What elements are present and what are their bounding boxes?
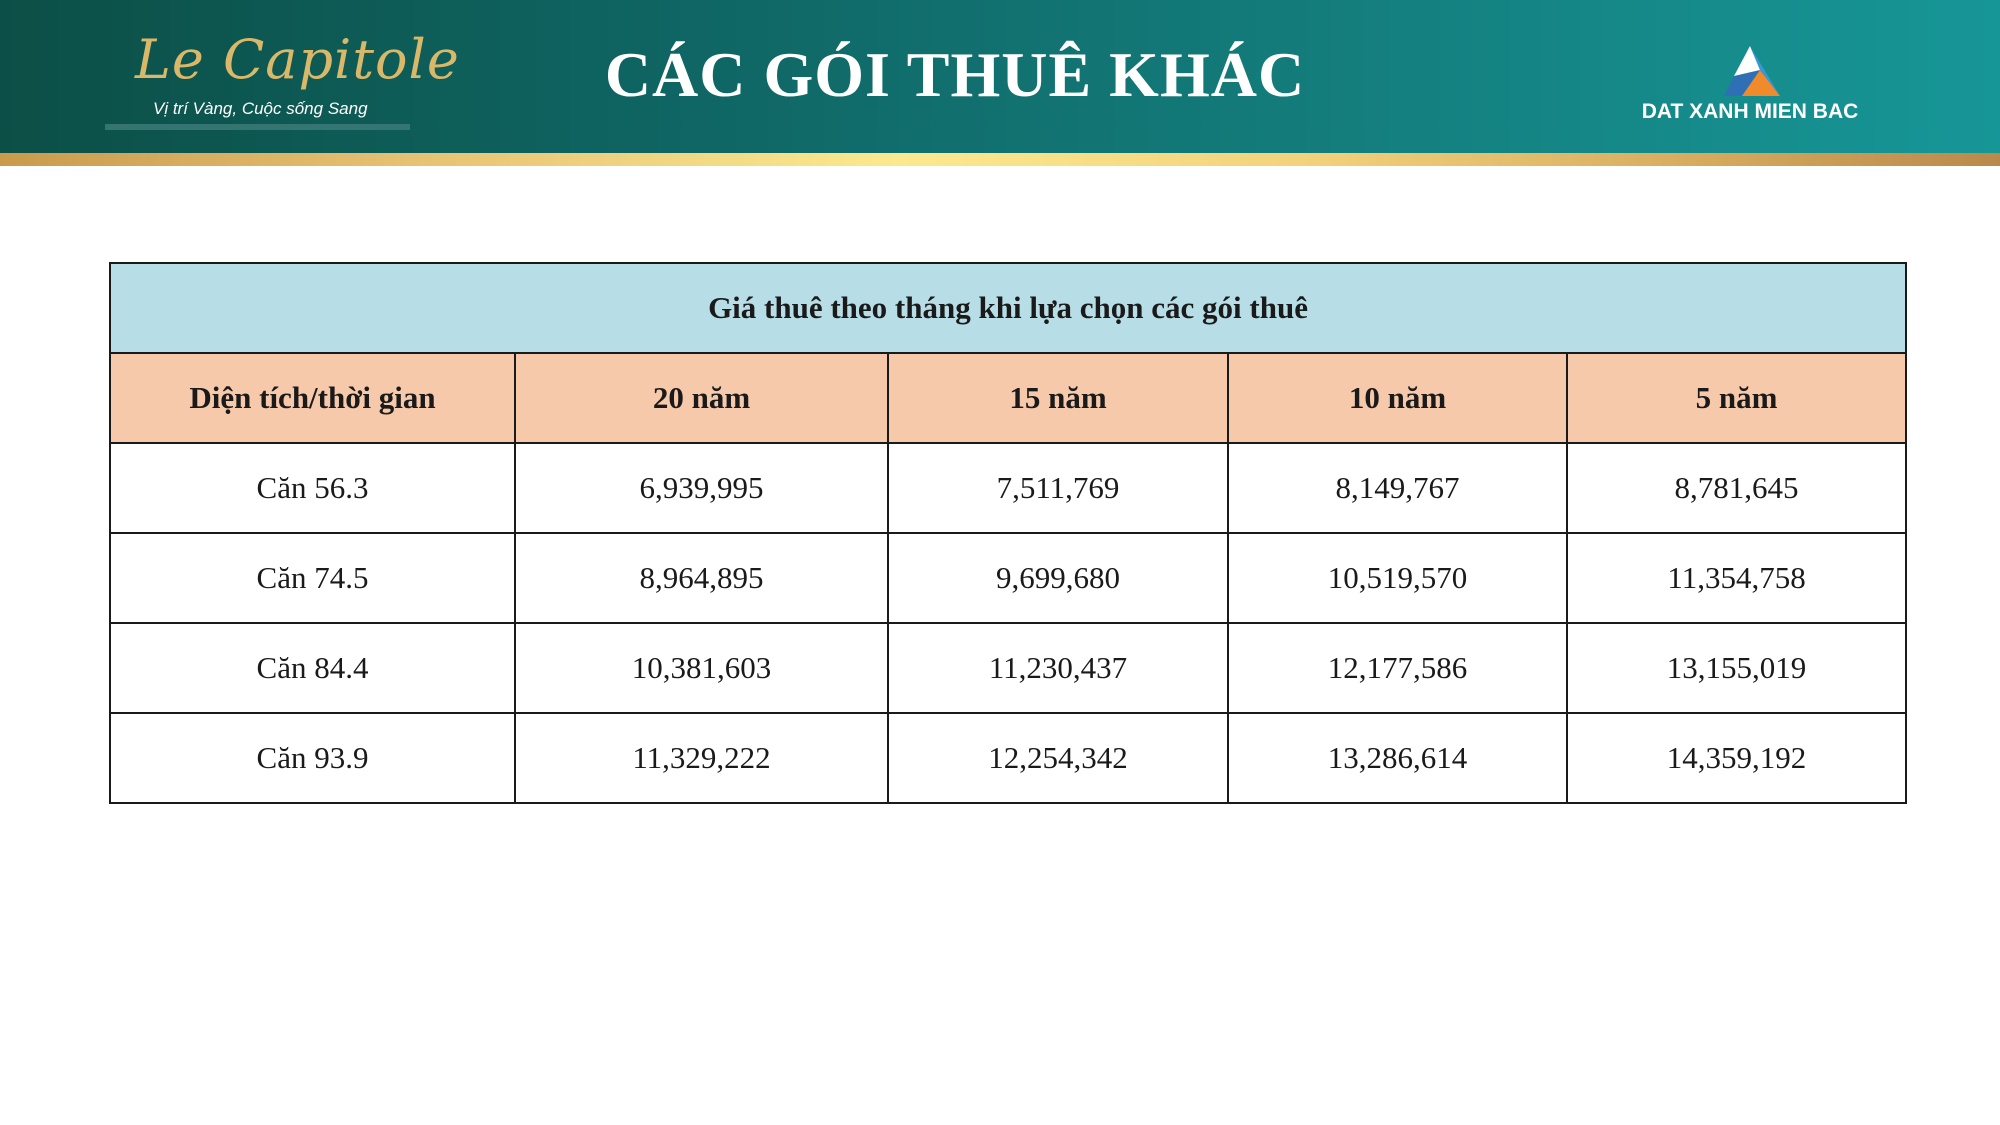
table-cell: Căn 84.4 (110, 623, 515, 713)
rent-table (109, 262, 1907, 804)
le-capitole-logo (105, 22, 460, 132)
table-cell: 10,519,570 (1228, 533, 1567, 623)
table-cell: 12,254,342 (888, 713, 1228, 803)
mountain-icon (1720, 44, 1784, 98)
column-header: 20 năm (515, 353, 888, 443)
page-title: CÁC GÓI THUÊ KHÁC (604, 39, 1306, 110)
table-cell: 11,354,758 (1567, 533, 1906, 623)
column-header: 5 năm (1567, 353, 1906, 443)
table-caption: Giá thuê theo tháng khi lựa chọn các gói thuê (110, 263, 1906, 353)
column-header: Diện tích/thời gian (110, 353, 515, 443)
table-cell: 10,381,603 (515, 623, 888, 713)
table-cell: 14,359,192 (1567, 713, 1906, 803)
logo-brand: DAT XANH MIEN BAC (1641, 100, 1859, 123)
table-cell: 9,699,680 (888, 533, 1228, 623)
table-cell: 11,329,222 (515, 713, 888, 803)
table-row (110, 713, 1906, 803)
table-row (110, 533, 1906, 623)
dat-xanh-logo (1630, 40, 1870, 130)
table-cell: 13,286,614 (1228, 713, 1567, 803)
table-cell: 11,230,437 (888, 623, 1228, 713)
table-cell: 13,155,019 (1567, 623, 1906, 713)
table-cell: 6,939,995 (515, 443, 888, 533)
logo-underline (105, 124, 410, 130)
column-header: 15 năm (888, 353, 1228, 443)
logo-name: Le Capitole (135, 28, 460, 91)
table-cell: 7,511,769 (888, 443, 1228, 533)
table-cell: 8,964,895 (515, 533, 888, 623)
logo-tagline: Vị trí Vàng, Cuộc sống Sang (153, 99, 368, 118)
table-cell: 8,781,645 (1567, 443, 1906, 533)
table-row (110, 443, 1906, 533)
table-cell: Căn 93.9 (110, 713, 515, 803)
table-cell: Căn 56.3 (110, 443, 515, 533)
gold-divider (0, 153, 2000, 166)
table-cell: Căn 74.5 (110, 533, 515, 623)
table-caption-row (110, 263, 1906, 353)
table-header-row (110, 353, 1906, 443)
column-header: 10 năm (1228, 353, 1567, 443)
table-row (110, 623, 1906, 713)
table-cell: 8,149,767 (1228, 443, 1567, 533)
table-cell: 12,177,586 (1228, 623, 1567, 713)
